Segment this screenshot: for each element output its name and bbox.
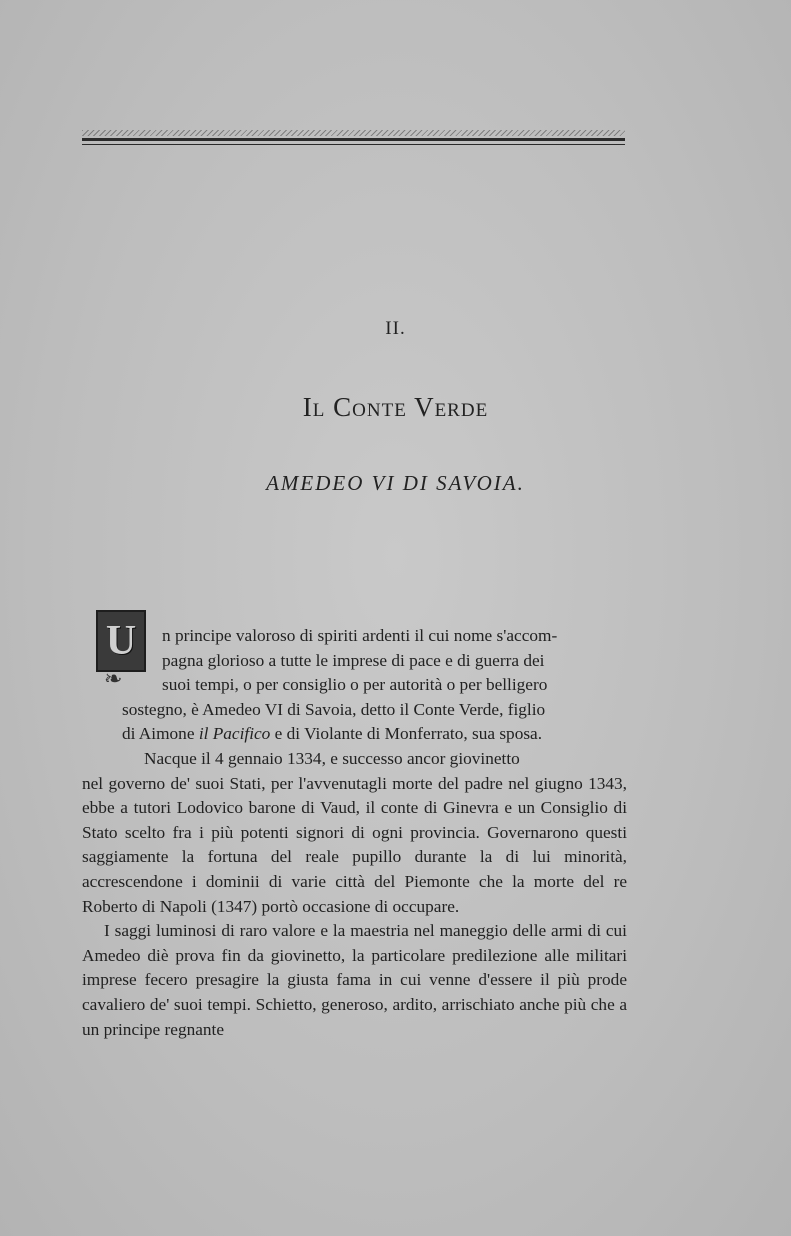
- body-text: [82, 624, 627, 1042]
- ornamental-wave-rule: [82, 130, 625, 136]
- header-rule-thick: [82, 138, 625, 141]
- initial-letter: U: [105, 618, 137, 664]
- paragraph-2: nel governo de' suoi Stati, per l'avvenutagli morte del padre nel giugno 1343, ebbe a tutori Lodovico barone di Vaud, il conte di Ginevra e un Consiglio di Stato scelto fra i più potenti signori di ogni provincia. Governarono questi saggiamente la fortuna del reale pupillo durante la di lui minorità, accrescendone i dominii di varie città del Piemonte che la morte del re Roberto di Napoli (1347) portò occasione di occupare.: [82, 773, 627, 916]
- italic-epithet: il Pacifico: [198, 724, 271, 744]
- text-line: n principe valoroso di spiriti ardenti il cui nome s'accom-: [162, 626, 558, 645]
- paragraph-2-first-line: Nacque il 4 gennaio 1334, e successo ancor giovinetto: [144, 748, 520, 768]
- chapter-subtitle: AMEDEO VI DI SAVOIA.: [266, 471, 525, 495]
- text-line: sostegno, è Amedeo VI di Savoia, detto il Conte Verde, figlio: [122, 699, 546, 719]
- text-line: pagna glorioso a tutte le imprese di pace e di guerra dei: [162, 650, 545, 670]
- text-run: di Aimone: [122, 724, 199, 744]
- header-rule-thin: [82, 144, 625, 145]
- vine-ornament-icon: ❧: [104, 666, 123, 691]
- chapter-number: II.: [385, 318, 406, 339]
- text-run: e di Violante di Monferrato, sua sposa.: [270, 724, 543, 744]
- chapter-title: Il Conte Verde: [302, 392, 489, 422]
- paragraph-3: I saggi luminosi di raro valore e la maestria nel maneggio delle armi di cui Amedeo diè prova fin da giovinetto, la particolare predilezione alle militari imprese fecero presagire la giusta fama in cui venne d'essere il più prode cavaliero de' suoi tempi. Schietto, generoso, ardito, arrischiato anche più che a un principe regnante: [82, 921, 627, 1039]
- text-line: [82, 722, 627, 747]
- text-line: suoi tempi, o per consiglio o per autorità o per belligero: [162, 675, 548, 695]
